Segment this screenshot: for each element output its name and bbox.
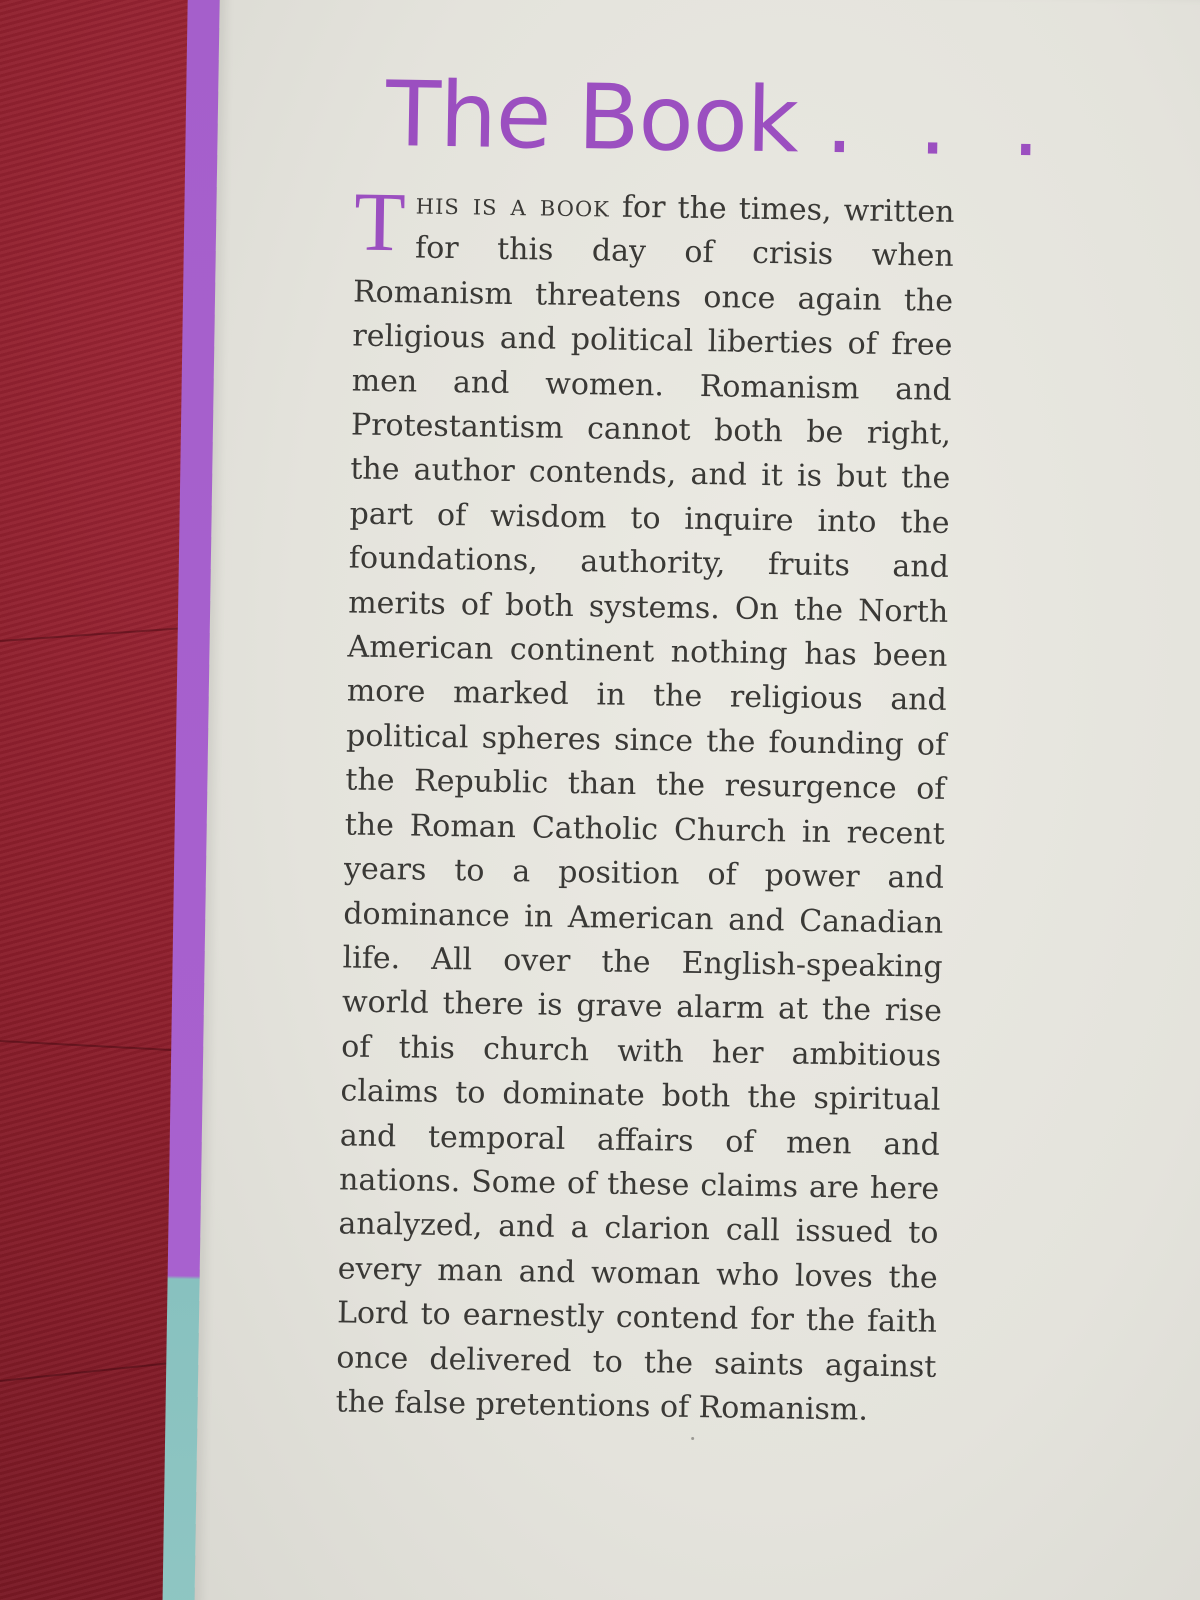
flap-blurb-text <box>335 175 955 1435</box>
title-ellipsis: . . . <box>824 68 1060 178</box>
flap-title <box>385 62 1059 178</box>
paper-speck <box>691 1437 694 1440</box>
dust-jacket-flap <box>106 0 1200 1600</box>
opening-smallcaps: his is a book <box>415 186 611 225</box>
drop-cap-letter: T <box>353 175 407 270</box>
blurb-body: for the times, written for this day of crisis when Romanism threatens once again the religious and political liberties of free men and women. Romanism and Protestantism cannot both be right, the author contends, and it is but the part of wisdom to inquire into the foundations, authority, fruits and merits of both systems. On the North American continent nothing has been more marked in the religious and political spheres since the founding of the Republic than the resurgence of the Roman Catholic Church in recent years to a position of power and dominance in American and Canadian life. All over the English-speaking world there is grave alarm at the rise of this church with her ambitious claims to dominate both the spiritual and temporal affairs of men and nations. Some of these claims are here analyzed, and a clarion call issued to every man and woman who loves the Lord to earnestly contend for the faith once delivered to the saints against the false pretentions of Romanism. <box>335 189 955 1428</box>
title-word-book: Book <box>577 65 799 174</box>
title-word-the: The <box>385 62 552 170</box>
